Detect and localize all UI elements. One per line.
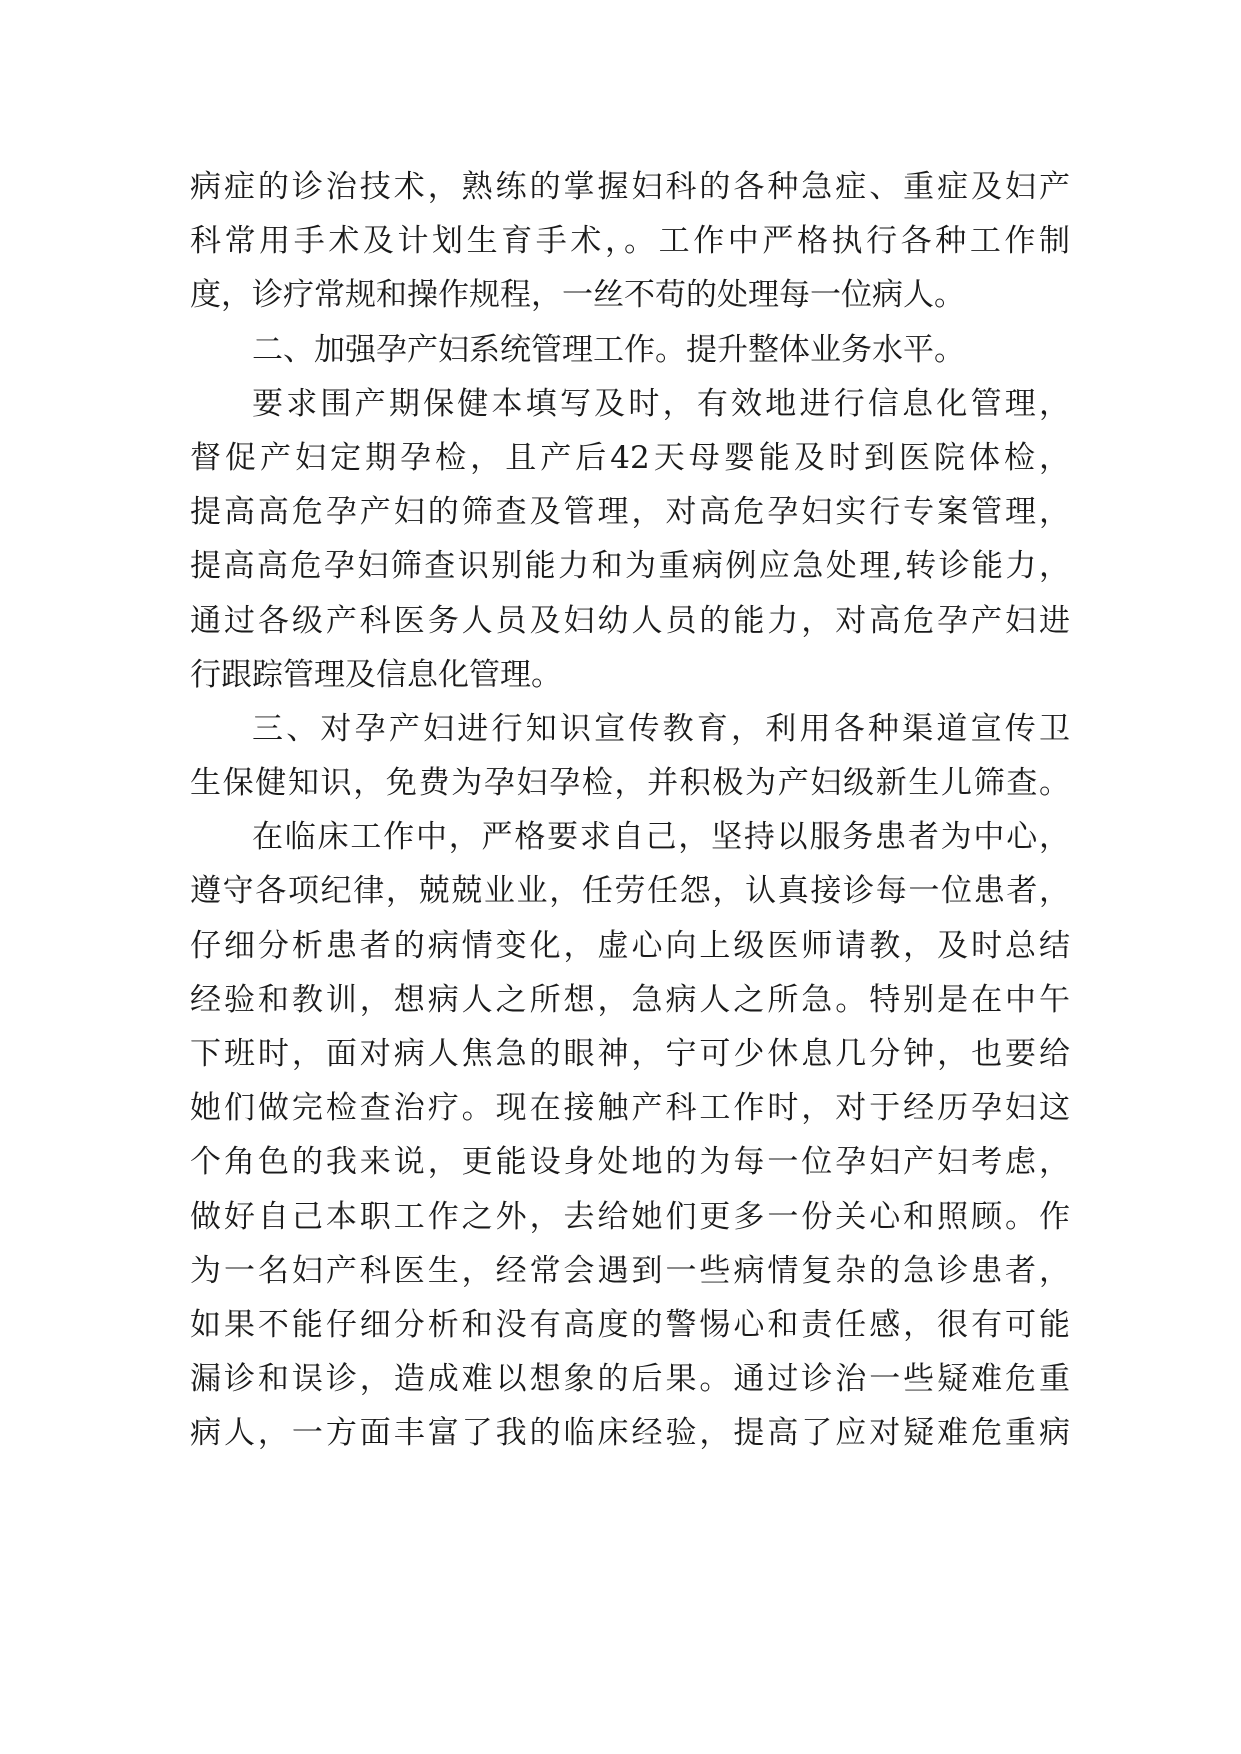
section-heading: 三、对孕产妇进行知识宣传教育，利用各种渠道宣传卫 xyxy=(252,710,1070,747)
text-line: 病人，一方面丰富了我的临床经验，提高了应对疑难危重病 xyxy=(190,1415,1070,1452)
text-line: 督促产妇定期孕检，且产后42天母婴能及时到医院体检， xyxy=(190,439,1070,476)
text-line: 行跟踪管理及信息化管理。 xyxy=(190,656,562,693)
text-line: 在临床工作中，严格要求自己，坚持以服务患者为中心， xyxy=(252,819,1070,856)
text-line: 仔细分析患者的病情变化，虚心向上级医师请教，及时总结 xyxy=(190,927,1070,964)
text-line: 通过各级产科医务人员及妇幼人员的能力，对高危孕产妇进 xyxy=(190,602,1070,639)
text-line: 要求围产期保健本填写及时，有效地进行信息化管理， xyxy=(252,385,1070,422)
text-line: 科常用手术及计划生育手术，。工作中严格执行各种工作制 xyxy=(190,223,1070,260)
text-line: 遵守各项纪律，兢兢业业，任劳任怨，认真接诊每一位患者， xyxy=(190,873,1070,910)
text-line: 下班时，面对病人焦急的眼神，宁可少休息几分钟，也要给 xyxy=(190,1036,1070,1072)
text-line: 病症的诊治技术，熟练的掌握妇科的各种急症、重症及妇产 xyxy=(190,169,1070,205)
text-line: 经验和教训，想病人之所想，急病人之所急。特别是在中午 xyxy=(190,981,1070,1018)
text-line: 做好自己本职工作之外，去给她们更多一份关心和照顾。作 xyxy=(190,1198,1070,1235)
text-line: 度，诊疗常规和操作规程，一丝不苟的处理每一位病人。 xyxy=(190,277,965,314)
document-body xyxy=(190,160,1070,1461)
section-heading: 二、加强孕产妇系统管理工作。提升整体业务水平。 xyxy=(252,331,965,368)
text-line: 生保健知识，免费为孕妇孕检，并积极为产妇级新生儿筛查。 xyxy=(190,765,1070,802)
text-line: 为一名妇产科医生，经常会遇到一些病情复杂的急诊患者， xyxy=(190,1252,1070,1289)
text-line: 个角色的我来说，更能设身处地的为每一位孕妇产妇考虑， xyxy=(190,1144,1070,1181)
text-line: 如果不能仔细分析和没有高度的警惕心和责任感，很有可能 xyxy=(190,1306,1070,1343)
text-line: 提高高危孕妇筛查识别能力和为重病例应急处理,转诊能力， xyxy=(190,548,1070,585)
text-line: 她们做完检查治疗。现在接触产科工作时，对于经历孕妇这 xyxy=(190,1090,1070,1127)
text-line: 提高高危孕产妇的筛查及管理，对高危孕妇实行专案管理， xyxy=(190,494,1070,531)
text-line: 漏诊和误诊，造成难以想象的后果。通过诊治一些疑难危重 xyxy=(190,1361,1070,1398)
